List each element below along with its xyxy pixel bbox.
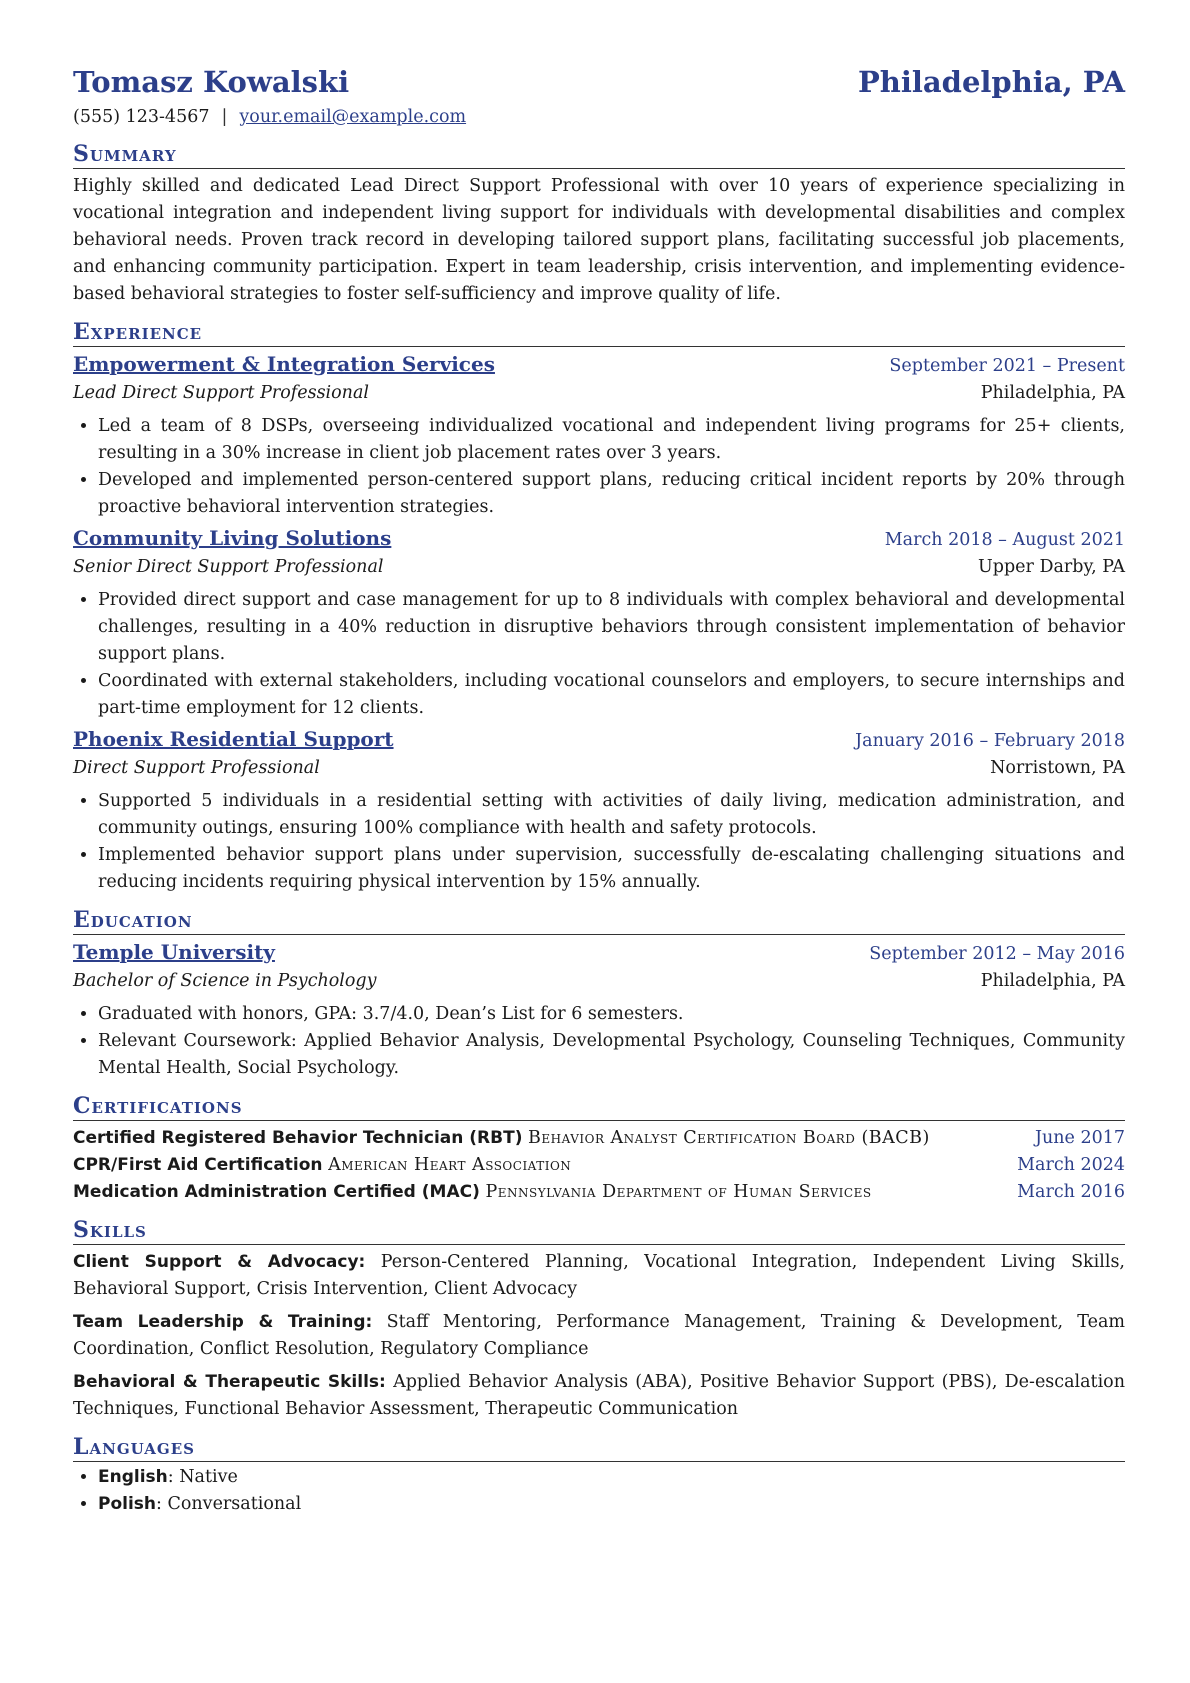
entry-bullets [73,788,1125,896]
entry-bullets [73,1001,1125,1082]
organization-link[interactable]: Empowerment & Integration Services [73,352,495,376]
entry-date: September 2012 – May 2016 [869,944,1125,964]
education-entry [73,937,1125,1082]
skill-group [73,1369,1125,1423]
certification-date: June 2017 [1034,1128,1125,1148]
entry-bullets [73,587,1125,722]
certification-item [73,1179,1125,1206]
entry-date: March 2018 – August 2021 [884,530,1125,550]
experience-entry [73,523,1125,722]
bullet-item: • Supported 5 individuals in a residential setting with activities of daily living, medication administration, and community outings, ensuring 100% compliance with health and safety protocols. [98,788,1125,842]
entry-subhead [73,554,1125,581]
entry-subhead [73,380,1125,407]
certification-issuer: American Heart Association [328,1155,572,1175]
language-name: Polish [98,1494,157,1514]
header [73,62,1125,102]
entry-head [73,349,1125,380]
entry-location: Upper Darby, PA [978,557,1125,577]
skill-category: Team Leadership & Training: [73,1312,373,1332]
certification-item [73,1125,1125,1152]
skill-group [73,1309,1125,1363]
language-level: Native [179,1467,238,1487]
skill-list: Person-Centered Planning, Vocational Integration, Independent Living Skills, Behavioral Support, Crisis Intervention, Client Advocacy [73,1252,1125,1299]
language-list [73,1464,1125,1518]
entry-head [73,724,1125,755]
section-title-languages: Languages [73,1433,1125,1462]
certification-item [73,1152,1125,1179]
certification-issuer: Pennsylvania Department of Human Services [485,1182,872,1202]
certification-text [73,1179,872,1206]
experience-entry [73,724,1125,896]
degree: Bachelor of Science in Psychology [73,971,377,991]
entry-role: Direct Support Professional [73,758,320,778]
entry-location: Philadelphia, PA [980,383,1125,403]
certification-date: March 2024 [1017,1155,1125,1175]
section-title-experience: Experience [73,318,1125,347]
entry-subhead [73,755,1125,782]
resume-content [73,62,1125,1518]
phone-number: (555) 123-4567 [73,107,210,127]
skill-group [73,1249,1125,1303]
bullet-item: • Provided direct support and case management for up to 8 individuals with complex behavioral and developmental challenges, resulting in a 40% reduction in disruptive behaviors through consistent implementation of behavior support plans. [98,587,1125,668]
certification-date: March 2016 [1017,1182,1125,1202]
entry-location: Philadelphia, PA [980,971,1125,991]
organization-link[interactable]: Phoenix Residential Support [73,727,394,751]
certification-name: CPR/First Aid Certification [73,1155,323,1175]
section-title-education: Education [73,906,1125,935]
bullet-item: • Developed and implemented person-centered support plans, reducing critical incident reports by 20% through proactive behavioral intervention strategies. [98,467,1125,521]
bullet-item: • Graduated with honors, GPA: 3.7/4.0, Dean’s List for 6 semesters. [98,1001,1125,1028]
organization-link[interactable]: Community Living Solutions [73,526,392,550]
language-item: • Polish: Conversational [98,1491,1125,1518]
certification-text [73,1152,571,1179]
skill-list: Applied Behavior Analysis (ABA), Positive Behavior Support (PBS), De-escalation Techniques, Functional Behavior Assessment, Therapeutic Communication [73,1372,1125,1419]
entry-head [73,523,1125,554]
entry-location: Norristown, PA [990,758,1125,778]
entry-role: Lead Direct Support Professional [73,383,369,403]
skill-category: Client Support & Advocacy: [73,1252,366,1272]
candidate-name: Tomasz Kowalski [73,65,350,99]
contact-line [73,104,1125,130]
language-item: • English: Native [98,1464,1125,1491]
experience-entry [73,349,1125,521]
skill-category: Behavioral & Therapeutic Skills: [73,1372,386,1392]
contact-separator: | [221,107,228,127]
entry-head [73,937,1125,968]
bullet-item: • Led a team of 8 DSPs, overseeing individualized vocational and independent living programs for 25+ clients, resulting in a 30% increase in client job placement rates over 3 years. [98,413,1125,467]
entry-subhead [73,968,1125,995]
bullet-item: • Coordinated with external stakeholders, including vocational counselors and employers, to secure internships and part-time employment for 12 clients. [98,668,1125,722]
header-location: Philadelphia, PA [857,65,1125,99]
entry-bullets [73,413,1125,521]
bullet-item: • Implemented behavior support plans under supervision, successfully de-escalating challenging situations and reducing incidents requiring physical intervention by 15% annually. [98,842,1125,896]
email-link[interactable]: your.email@example.com [239,107,467,127]
bullet-item: • Relevant Coursework: Applied Behavior Analysis, Developmental Psychology, Counseling Techniques, Community Mental Health, Social Psychology. [98,1028,1125,1082]
certification-name: Certified Registered Behavior Technician (RBT) [73,1128,523,1148]
entry-date: January 2016 – February 2018 [855,731,1125,751]
section-title-summary: Summary [73,140,1125,169]
skill-list: Staff Mentoring, Performance Management, Training & Development, Team Coordination, Conflict Resolution, Regulatory Compliance [73,1312,1125,1359]
language-level: Conversational [167,1494,302,1514]
entry-role: Senior Direct Support Professional [73,557,384,577]
section-title-certifications: Certifications [73,1092,1125,1121]
summary-text: Highly skilled and dedicated Lead Direct Support Professional with over 10 years of experience specializing in vocational integration and independent living support for individuals with developmental disabilities and complex behavioral needs. Proven track record in developing tailored support plans, facilitating successful job placements, and enhancing community participation. Expert in team leadership, crisis intervention, and implementing evidence-based behavioral strategies to foster self-sufficiency and improve quality of life. [73,176,1125,304]
institution-link[interactable]: Temple University [73,940,275,964]
certification-text [73,1125,930,1152]
certification-issuer: Behavior Analyst Certification Board (BACB) [528,1128,930,1148]
language-name: English [98,1467,168,1487]
entry-date: September 2021 – Present [889,356,1125,376]
certification-name: Medication Administration Certified (MAC) [73,1182,480,1202]
section-title-skills: Skills [73,1216,1125,1245]
